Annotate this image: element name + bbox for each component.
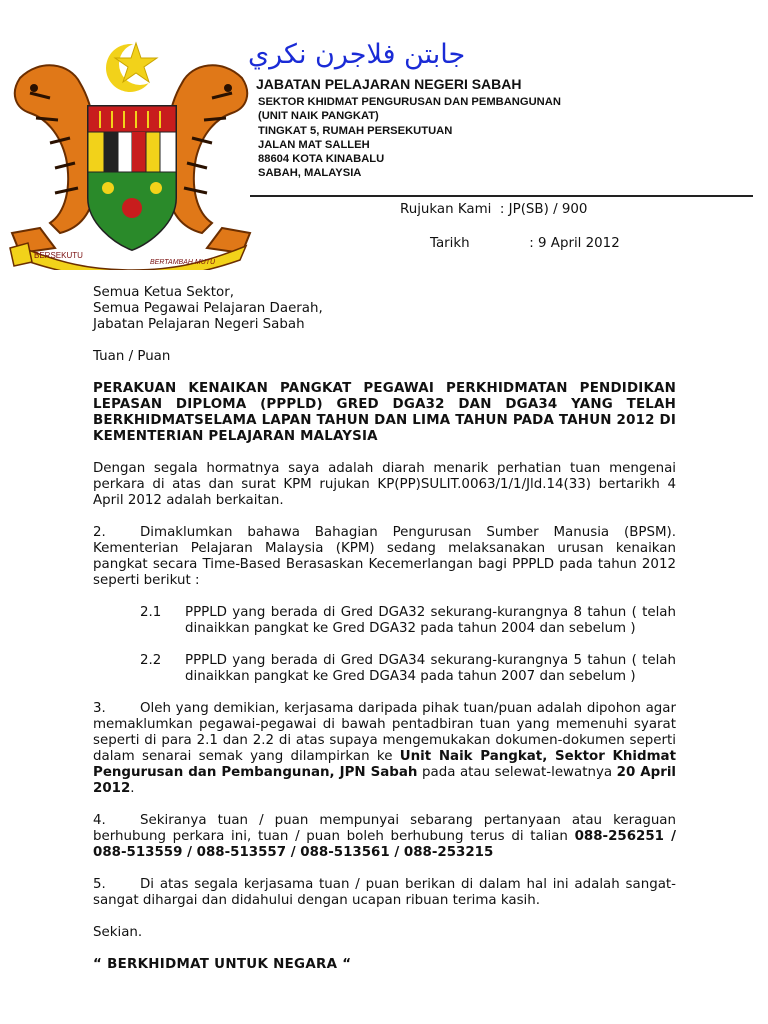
letterhead-divider [250,195,753,197]
paragraph-text: Sekiranya tuan / puan mempunyai sebarang pertanyaan atau keraguan berhubung perkara ini, tuan / puan boleh berhubung terus di talian [93,813,676,844]
date-value: : 9 April 2012 [529,236,620,251]
paragraph-number: 2. [93,525,106,540]
item-number: 2.1 [140,605,162,620]
coat-of-arms-icon [0,38,262,270]
crescent-star-icon [106,43,161,92]
motto-text: “ BERKHIDMAT UNTUK NEGARA “ [93,957,352,972]
unit-name: Unit Naik Pangkat, Sektor Khidmat Pengurusan dan Pembangunan, JPN Sabah [93,749,676,780]
paragraph-text: . [130,781,135,796]
paragraph-2 [93,525,676,589]
address-line: JALAN MAT SALLEH [258,138,370,151]
reference-label: Rujukan Kami [400,202,492,217]
salutation: Tuan / Puan [93,349,171,364]
item-text: PPPLD yang berada di Gred DGA34 sekurang-kurangnya 5 tahun ( telah dinaikkan pangkat ke Gred DGA34 pada tahun 2007 dan sebelum ) [185,653,702,684]
left-tiger-icon [12,65,97,253]
jawi-department-name: جابتن فلاجرن نکري [248,39,466,70]
item-2-1 [93,605,702,637]
letterhead-address [258,95,561,181]
address-line: 88604 KOTA KINABALU [258,153,385,166]
paragraph-number: 5. [93,877,106,892]
item-text: PPPLD yang berada di Gred DGA32 sekurang-kurangnya 8 tahun ( telah dinaikkan pangkat ke Gred DGA32 pada tahun 2004 dan sebelum ) [185,605,702,636]
item-2-2 [93,653,702,685]
address-line: TINGKAT 5, RUMAH PERSEKUTUAN [258,124,453,137]
paragraph-number: 3. [93,701,106,716]
shield-icon [88,106,176,250]
recipient-line: Jabatan Pelajaran Negeri Sabah [93,317,305,332]
subject-heading: PERAKUAN KENAIKAN PANGKAT PEGAWAI PERKHIDMATAN PENDIDIKAN LEPASAN DIPLOMA (PPPLD) GRED DGA32 DAN DGA34 YANG TELAH BERKHIDMATSELAMA LAPAN TAHUN DAN LIMA TAHUN PADA TAHUN 2012 DI KEMENTERIAN PELAJARAN MALAYSIA [93,381,676,444]
paragraph-text: pada atau selewat-lewatnya [417,765,617,780]
paragraph-text: Dimaklumkan bahawa Bahagian Pengurusan Sumber Manusia (BPSM). Kementerian Pelajaran Malaysia (KPM) sedang melaksanakan urusan kenaikan pangkat secara Time-Based Berasaskan Kecemerlangan bagi PPPLD pada tahun 2012 seperti berikut : [93,525,676,588]
reference-line [400,202,587,217]
address-line: SABAH, MALAYSIA [258,167,362,180]
deadline-date: 20 April 2012 [93,765,676,796]
address-line: SEKTOR KHIDMAT PENGURUSAN DAN PEMBANGUNAN [258,96,561,108]
address-line: (UNIT NAIK PANGKAT) [258,110,379,123]
closing-text: Sekian. [93,925,143,940]
paragraph-text: Oleh yang demikian, kerjasama daripada pihak tuan/puan adalah dipohon agar memaklumkan pegawai-pegawai di bawah pentadbiran tuan yang memenuhi syarat seperti di para 2.1 dan 2.2 di atas supaya mengemukakan dokumen-dokumen seperti dalam senarai semak yang dilampirkan ke [93,701,676,764]
intro-paragraph: Dengan segala hormatnya saya adalah diarah menarik perhatian tuan mengenai perkara di atas dan surat KPM rujukan KP(PP)SULIT.0063/1/1/Jld.14(33) bertarikh 4 April 2012 adalah berkaitan. [93,461,676,508]
date-line [430,236,620,251]
date-label: Tarikh [430,236,470,251]
phone-numbers: 088-256251 / 088-513559 / 088-513557 / 088-513561 / 088-253215 [93,829,676,860]
recipient-line: Semua Pegawai Pelajaran Daerah, [93,301,323,316]
paragraph-number: 4. [93,813,106,828]
paragraph-text: Di atas segala kerjasama tuan / puan berikan di dalam hal ini adalah sangat-sangat dihargai dan didahului dengan ucapan ribuan terima kasih. [93,877,676,908]
motto-right-text: BERTAMBAH MUTU [150,259,216,266]
item-number: 2.2 [140,653,162,668]
right-tiger-icon [165,65,250,253]
reference-value: : JP(SB) / 900 [499,202,588,217]
letter-body [93,285,702,973]
paragraph-4 [93,813,676,861]
motto-left-text: BERSEKUTU [34,251,83,260]
department-name: JABATAN PELAJARAN NEGERI SABAH [256,76,522,92]
paragraph-5 [93,877,676,909]
paragraph-3 [93,701,676,797]
recipient-line: Semua Ketua Sektor, [93,285,234,300]
